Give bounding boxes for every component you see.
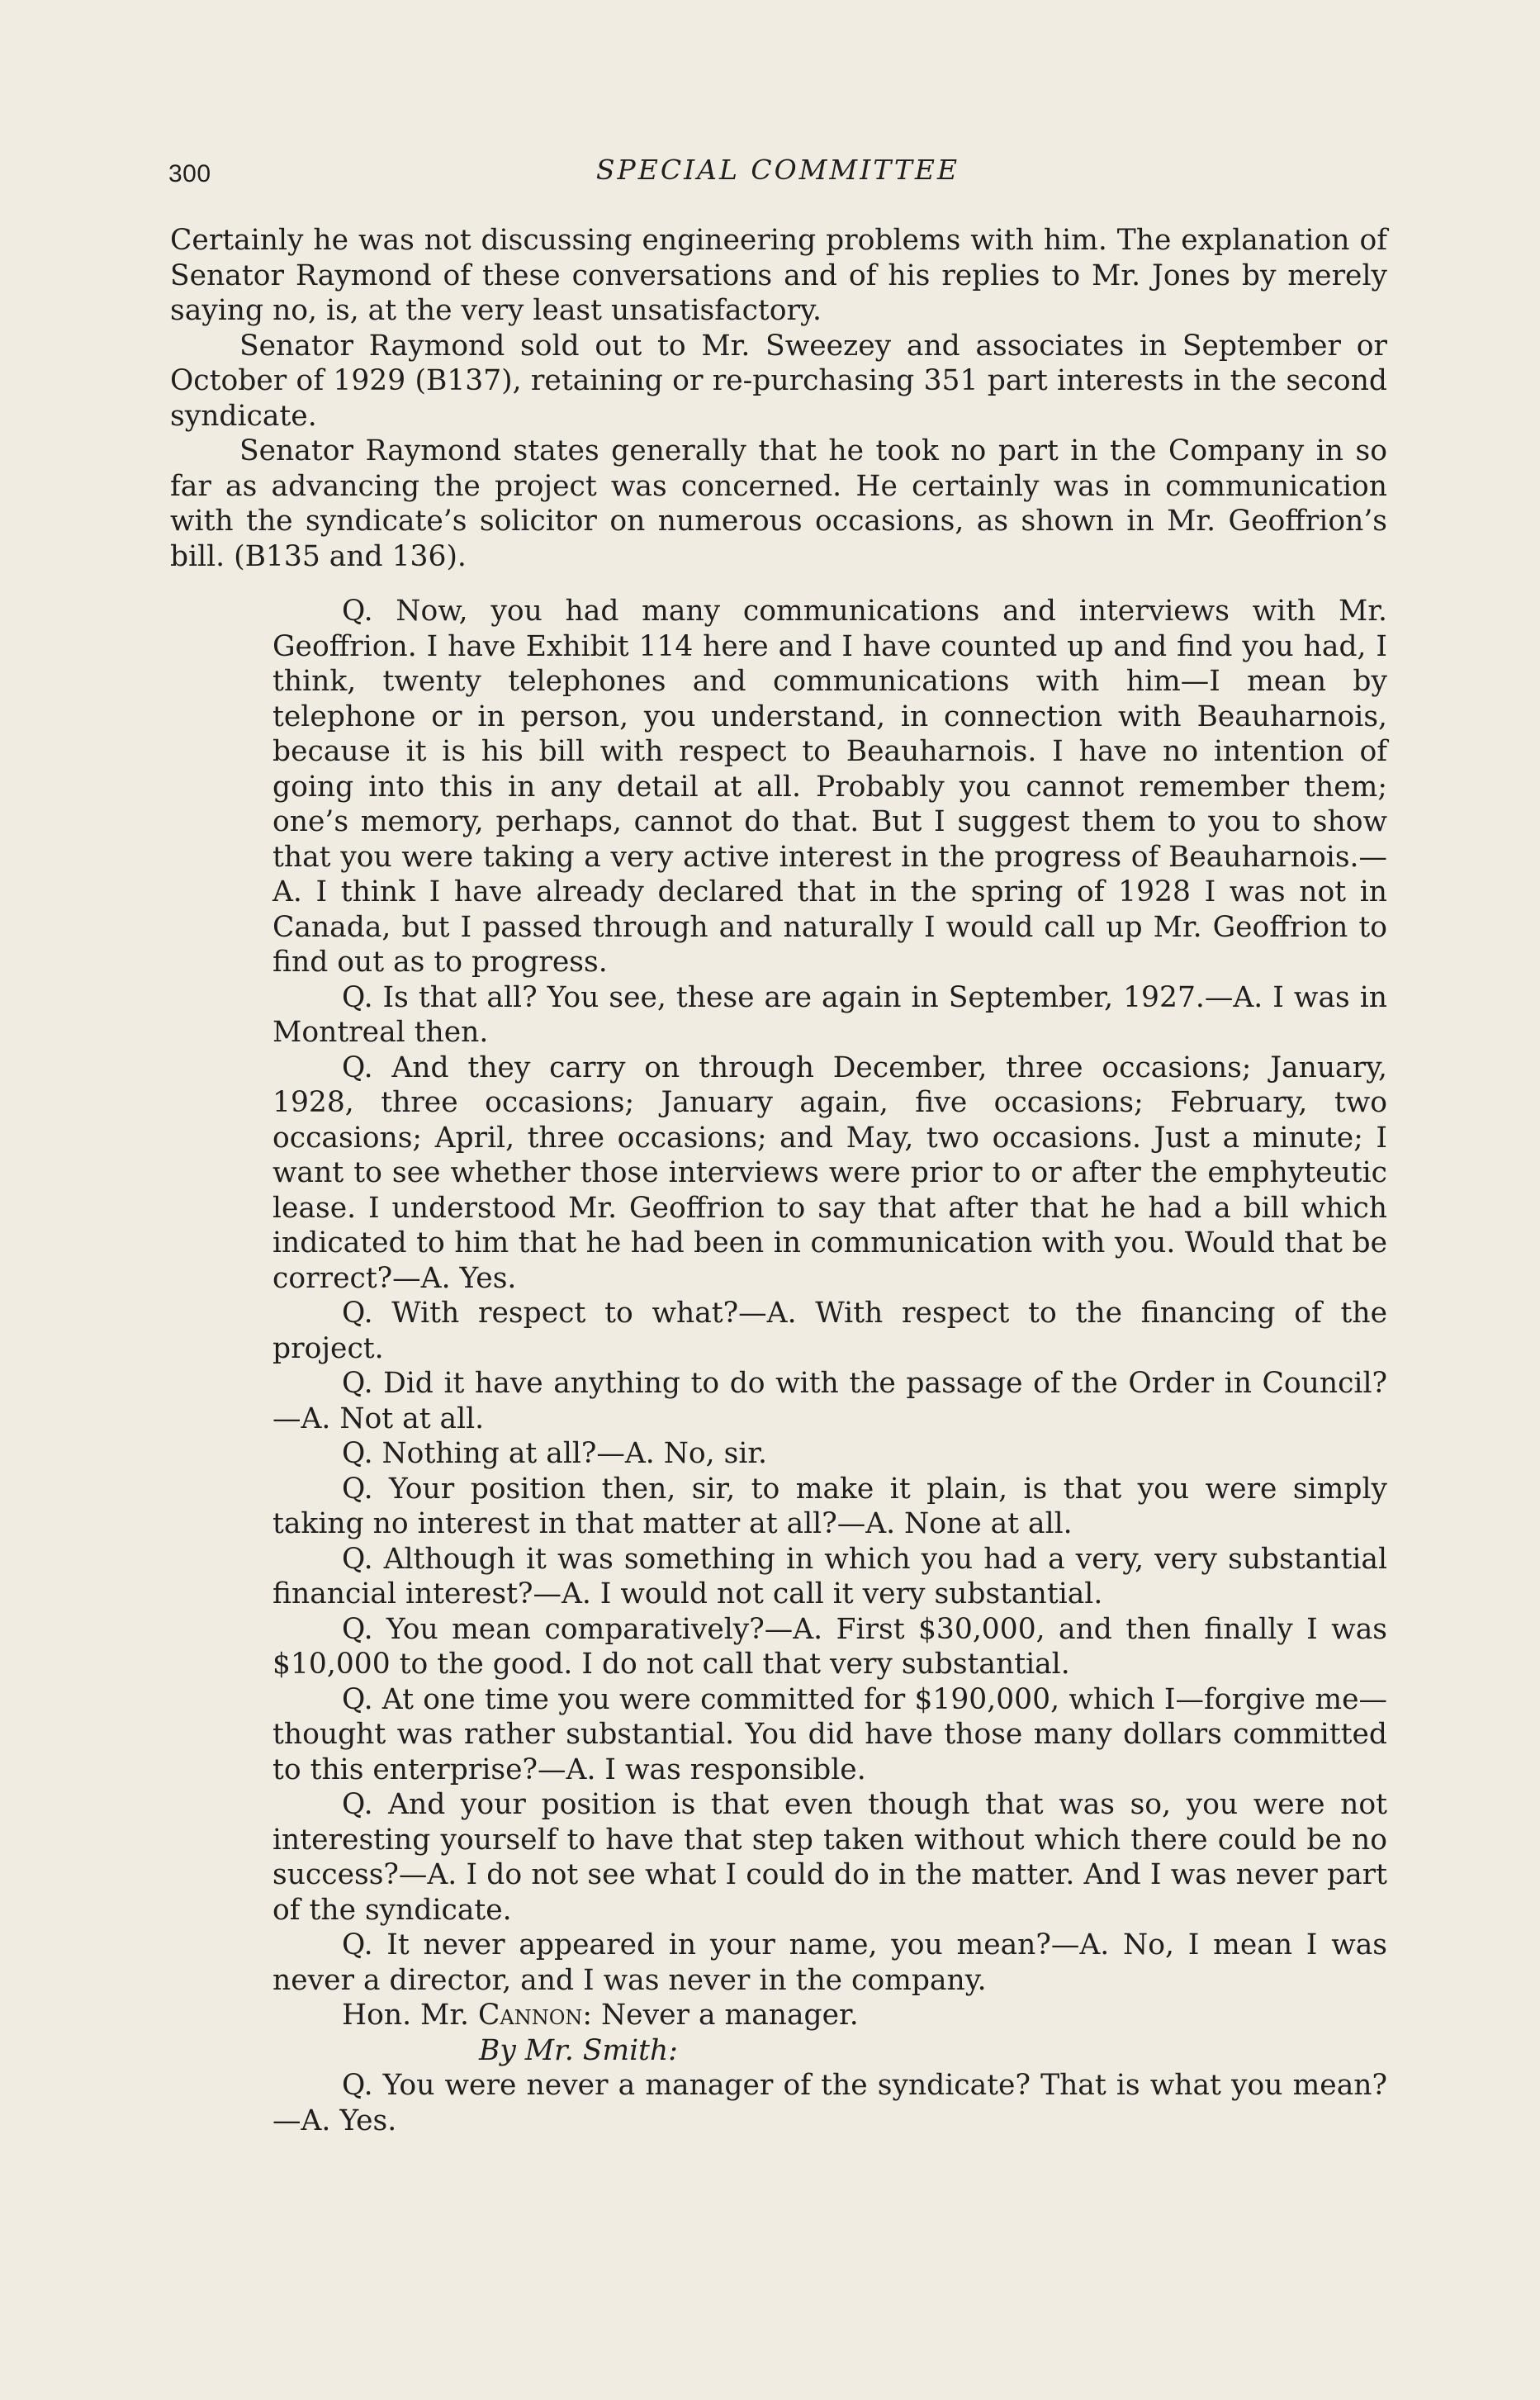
- testimony-paragraph: Q. Now, you had many communications and interviews with Mr. Geoffrion. I have Exhibit 114 here and I have counted up and find you had, I think, twenty telephones and communications with him—I mean by telephone or in person, you understand, in connection with Beauharnois, because it is his bill with respect to Beauharnois. I have no intention of going into this in any detail at all. Probably you cannot remember them; one’s memory, perhaps, cannot do that. But I suggest them to you to show that you were taking a very active interest in the progress of Beauharnois.—A. I think I have already declared that in the spring of 1928 I was not in Canada, but I passed through and naturally I would call up Mr. Geoffrion to find out as to progress.: [272, 595, 1387, 979]
- by-line: By Mr. Smith:: [479, 2033, 678, 2067]
- interjection-prefix: Hon. Mr.: [342, 1999, 478, 2032]
- testimony-paragraph: Q. Nothing at all?—A. No, sir.: [342, 1437, 768, 1470]
- page-number: 300: [168, 160, 211, 187]
- testimony-paragraph: Q. At one time you were committed for $190,000, which I—forgive me—thought was rather substantial. You did have those many dollars committed to this enterprise?—A. I was responsible.: [272, 1682, 1387, 1786]
- interjection: [272, 1998, 1387, 2033]
- testimony-paragraph: Q. You were never a manager of the syndicate? That is what you mean?—A. Yes.: [272, 2069, 1387, 2137]
- testimony-paragraph: Q. Your position then, sir, to make it plain, is that you were simply taking no interest in that matter at all?—A. None at all.: [272, 1472, 1387, 1540]
- testimony-paragraph: Q. Although it was something in which you had a very, very substantial financial interest?—A. I would not call it very substantial.: [272, 1542, 1387, 1610]
- testimony-paragraph: Q. It never appeared in your name, you mean?—A. No, I mean I was never a director, and I was never in the company.: [272, 1928, 1387, 1997]
- testimony-paragraph: Q. Is that all? You see, these are again in September, 1927.—A. I was in Montreal then.: [272, 980, 1387, 1049]
- narrative-paragraph: Senator Raymond states generally that he took no part in the Company in so far as advancing the project was concerned. He certainly was in communication with the syndicate’s solicitor on numerous occasions, as shown in Mr. Geoffrion’s bill. (B135 and 136).: [170, 434, 1387, 573]
- interjection-text: : Never a manager.: [582, 1999, 859, 2032]
- interjection-speaker: Cannon: [477, 1999, 583, 2032]
- testimony-paragraph: Q. With respect to what?—A. With respect to the financing of the project.: [272, 1297, 1387, 1365]
- page-header: [168, 154, 1387, 195]
- testimony-paragraph: Q. You mean comparatively?—A. First $30,000, and then finally I was $10,000 to the good. I do not call that very substantial.: [272, 1612, 1387, 1681]
- testimony-paragraph: Q. And they carry on through December, three occasions; January, 1928, three occasions; January again, five occasions; February, two occasions; April, three occasions; and May, two occasions. Just a minute; I want to see whether those interviews were prior to or after the emphyteutic lease. I understood Mr. Geoffrion to say that after that he had a bill which indicated to him that he had been in communication with you. Would that be correct?—A. Yes.: [272, 1051, 1387, 1295]
- running-head: SPECIAL COMMITTEE: [595, 154, 960, 186]
- testimony-paragraph: Q. Did it have anything to do with the passage of the Order in Council?—A. Not at all.: [272, 1367, 1387, 1435]
- testimony-paragraph: Q. And your position is that even though that was so, you were not interesting yourself to have that step taken without which there could be no success?—A. I do not see what I could do in the matter. And I was never part of the syndicate.: [272, 1788, 1387, 1927]
- testimony-block: [272, 594, 1387, 2138]
- page-body: [170, 223, 1387, 2138]
- narrative-paragraph: Certainly he was not discussing engineering problems with him. The explanation of Senator Raymond of these conversations and of his replies to Mr. Jones by merely saying no, is, at the very least unsatisfactory.: [170, 224, 1387, 327]
- narrative-paragraph: Senator Raymond sold out to Mr. Sweezey and associates in September or October of 1929 (B137), retaining or re-purchasing 351 part interests in the second syndicate.: [170, 329, 1387, 433]
